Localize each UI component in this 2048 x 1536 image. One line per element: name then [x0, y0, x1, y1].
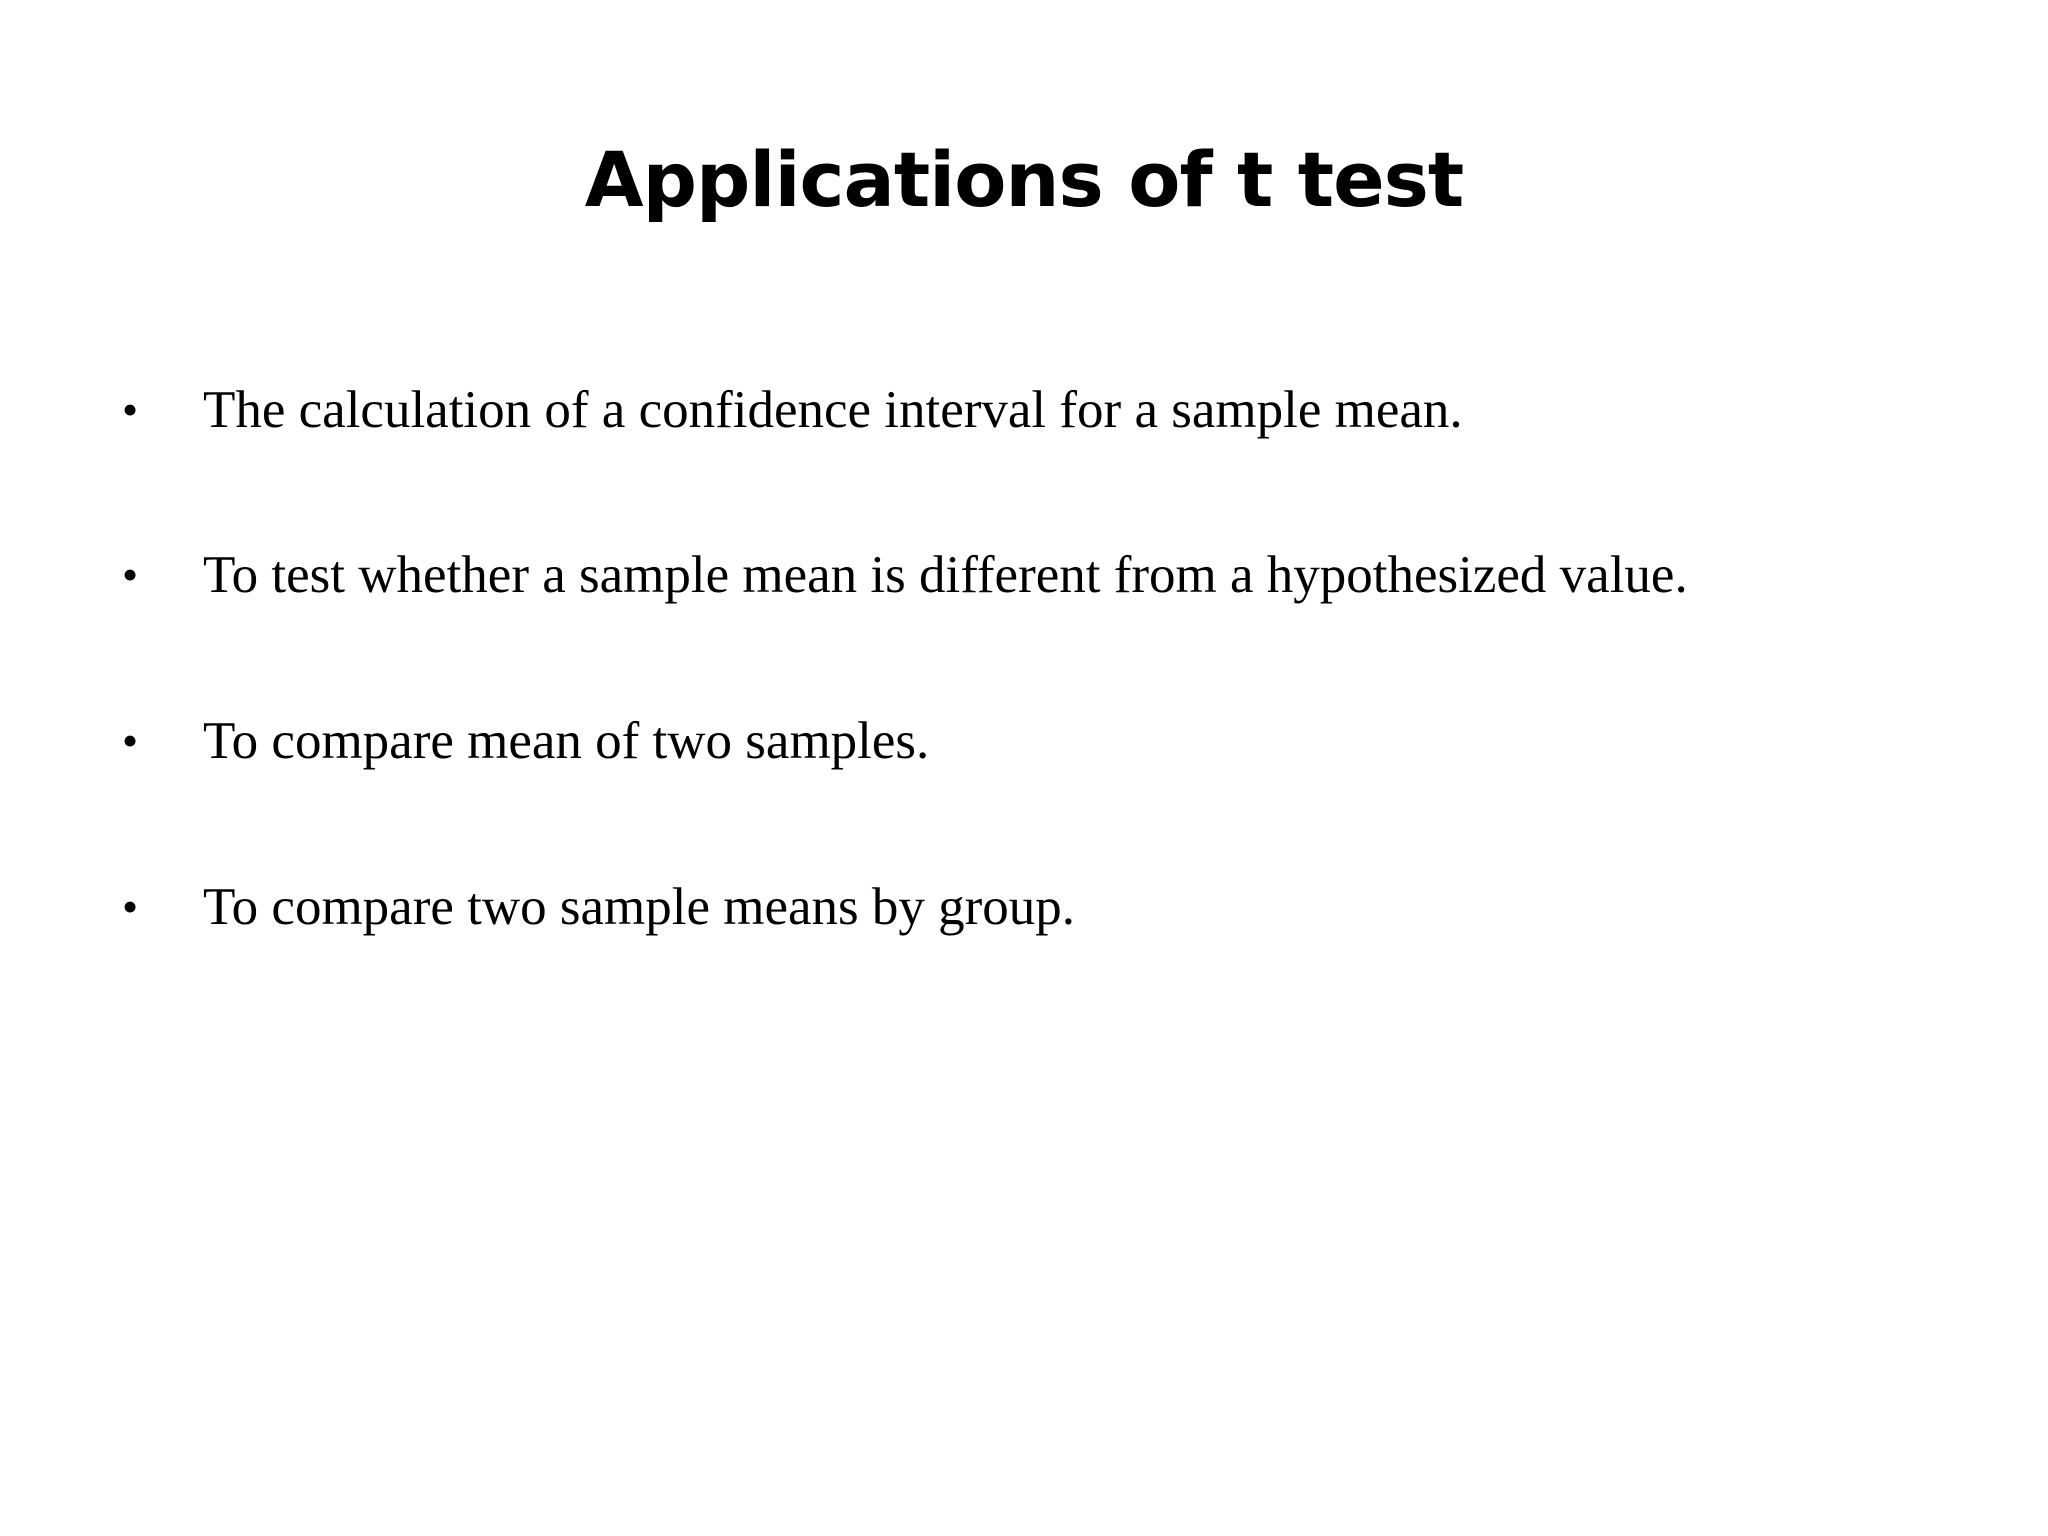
bullet-icon: •	[122, 549, 139, 600]
list-item	[0, 706, 2048, 776]
bullet-text: To compare mean of two samples.	[203, 712, 930, 770]
bullet-icon: •	[122, 881, 139, 932]
bullet-text: The calculation of a confidence interval for a sample mean.	[203, 381, 1463, 439]
list-item	[0, 872, 2048, 942]
bullet-icon: •	[122, 715, 139, 766]
bullet-text: To compare two sample means by group.	[203, 878, 1076, 936]
bullet-icon: •	[122, 384, 139, 435]
slide-title: Applications of t test	[584, 135, 1464, 224]
list-item	[0, 375, 2048, 445]
bullet-text: To test whether a sample mean is different from a hypothesized value.	[203, 546, 1688, 604]
list-item	[0, 540, 2048, 610]
